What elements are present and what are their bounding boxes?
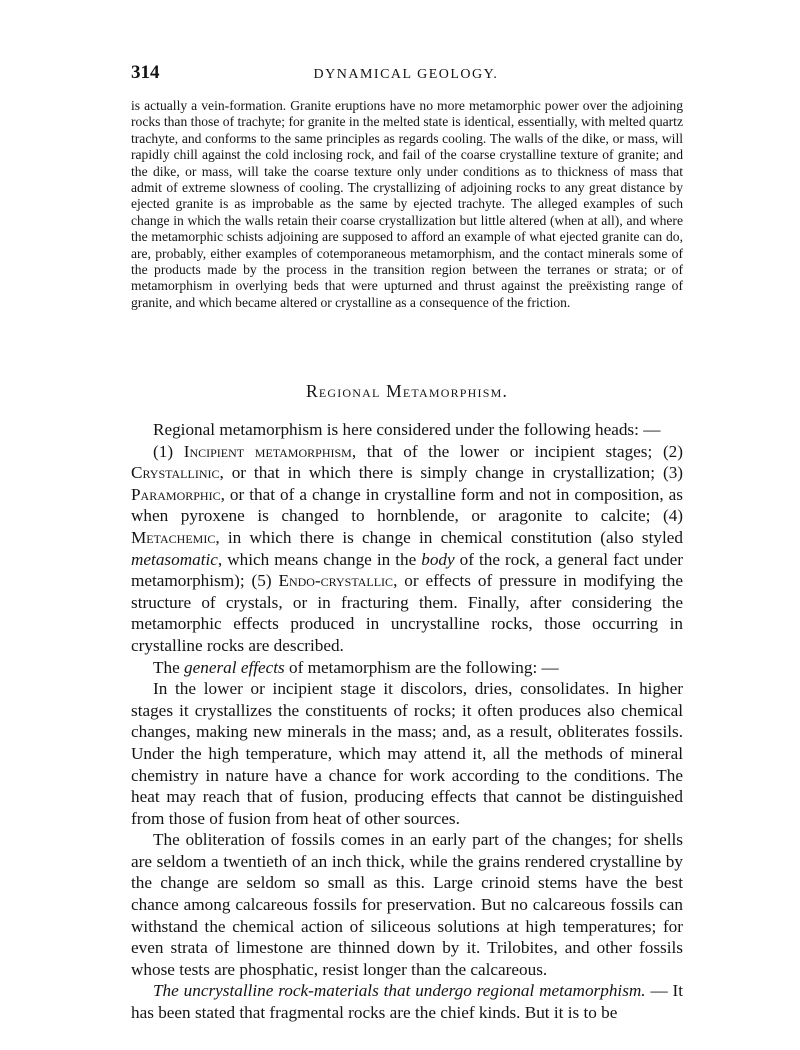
head-1-number: (1) — [153, 441, 184, 461]
head-4-italic-body: body — [421, 549, 455, 569]
head-3-number: (3) — [662, 463, 684, 483]
head-3-term: Paramorphic — [131, 484, 221, 504]
subhead-italic: The uncrystalline rock-materials that undergo regional metamorphism. — [153, 981, 646, 1001]
general-effects-pre: The — [153, 657, 185, 677]
head-4-number: (4) — [662, 506, 684, 526]
head-2-text: , or that in which there is simply change in crystallization; — [219, 463, 656, 483]
page-number: 314 — [131, 62, 160, 83]
continued-paragraph: is actually a vein-formation. Granite eruptions have no more metamorphic power over the adjoining rocks than those of trachyte; for granite in the melted state is identical, essentially, with melted quartz trachyte, and conforms to the same principles as regards cooling. The walls of the dike, or mass, will rapidly chill against the cold inclosing rock, and fail of the coarse crystalline texture of granite; and the dike, or mass, will take the coarse texture only under conditions as to thickness of mass that admit of extreme slowness of cooling. The crystallizing of adjoining rocks to any great distance by ejected granite is as improbable as the same by ejected trachyte. The alleged examples of such change in which the walls retain their coarse crystallization but little altered (when at all), and where the metamorphic schists adjoining are supposed to afford an example of what ejected granite can do, are, probably, either examples of cotemporaneous metamorphism, and the contact minerals some of the products made by the process in the transition region between the terranes or strata; or of metamorphism in overlying beds that were upturned and thrust against the preëxisting range of granite, and which became altered or crystalline as a consequence of the friction. — [131, 98, 683, 310]
general-effects-line — [131, 657, 683, 679]
heads-intro: Regional metamorphism is here considered under the following heads: — — [153, 420, 661, 439]
running-head: DYNAMICAL GEOLOGY. — [313, 67, 499, 82]
paragraph-lower-stage: In the lower or incipient stage it discolors, dries, consolidates. In higher stages it crystallizes the constituents of rocks; it often produces also chemical changes, making new minerals in the mass; and, as a result, obliterates fossils. Under the high temperature, which may attend it, all the methods of mineral chemistry in nature have a chance for work according to the conditions. The heat may reach that of fusion, producing effects that cannot be distinguished from those of fusion from heat of other sources. — [131, 679, 683, 828]
head-4-term: Metachemic — [131, 527, 216, 547]
head-3-text: , or that of a change in crystalline form and not in composition, as when pyroxene is changed to hornblende, or aragonite to calcite; — [131, 484, 683, 526]
subhead-paragraph — [131, 980, 683, 1023]
general-effects-italic: general effects — [184, 657, 285, 677]
head-2-term: Crystallinic — [131, 463, 220, 483]
general-effects-post: of metamorphism are the following: — — [284, 657, 559, 677]
head-4-text-b: , which means change in the — [217, 549, 422, 569]
head-4-text-c: of the rock, a general fact under metamorphism); (5) — [131, 549, 683, 591]
main-text — [131, 419, 683, 1024]
head-4-text-a: , in which there is change in chemical constitution (also styled — [215, 527, 683, 547]
head-4-italic-metasomatic: metasomatic — [131, 549, 218, 569]
head-1-term: Incipient metamorphism — [183, 441, 352, 461]
paragraph-fossils: The obliteration of fossils comes in an early part of the changes; for shells are seldom a twentieth of an inch thick, while the grains rendered crystalline by the change are seldom so small as this. Large crinoid stems have the best chance among calcareous fossils for preservation. But no calcareous fossils can withstand the chemical action of siliceous solutions at high temperatures; for even strata of limestone are thinned down by it. Trilobites, and other fossils whose tests are phosphatic, resist longer than the calcareous. — [131, 830, 683, 979]
head-5-text: , or effects of pressure in modifying the structure of crystals, or in fracturing them. Finally, after considering the metamorphic effects produced in uncrystalline rocks, those occurring in crystalline rocks are described. — [131, 571, 683, 655]
page-header — [131, 62, 681, 92]
section-title: Regional Metamorphism. — [305, 381, 509, 401]
head-1-text: , that of the lower or incipient stages; — [351, 441, 653, 461]
subhead-text: — It has been stated that fragmental rocks are the chief kinds. But it is to be — [131, 981, 683, 1023]
head-5-term: Endo-crystallic — [278, 571, 394, 591]
heads-paragraph — [131, 419, 683, 657]
head-2-number: (2) — [662, 441, 683, 461]
